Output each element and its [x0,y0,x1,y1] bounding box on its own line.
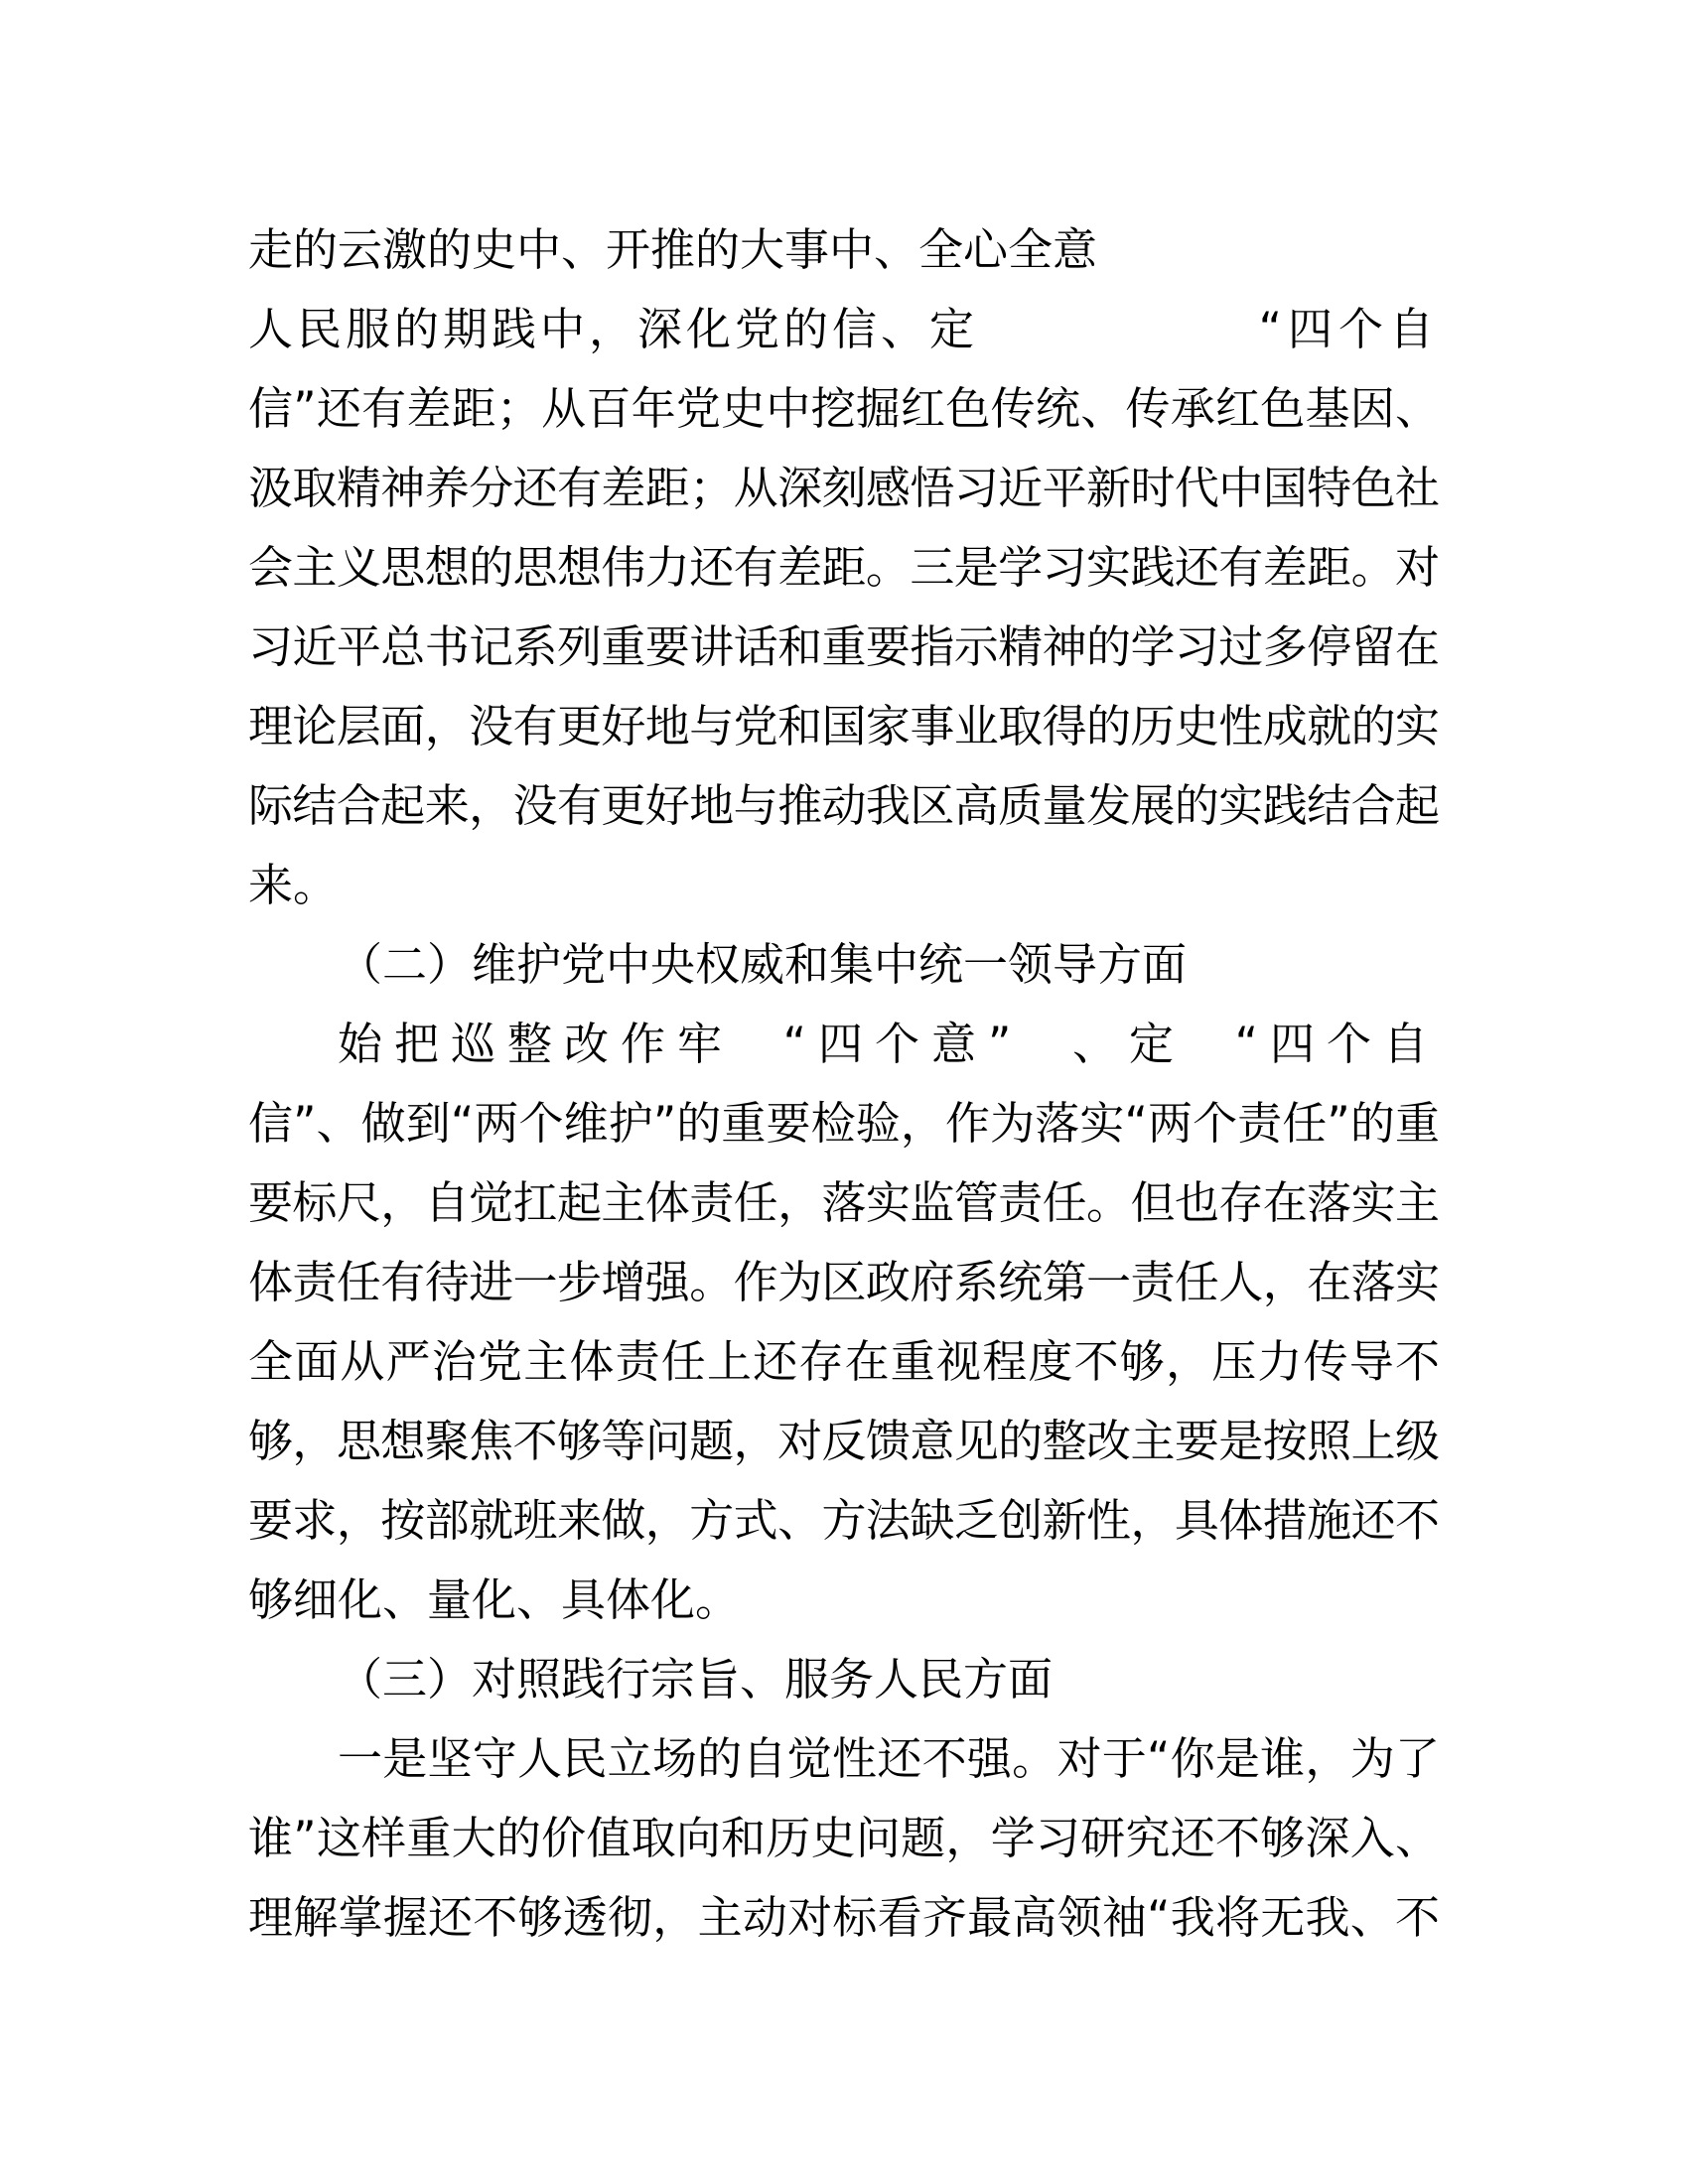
text-line: 走的云激的史中、开推的大事中、全心全意 [248,223,1098,276]
text-fragment: 汲取精神养分还有差距；从深刻感悟习近平新时代中国特色社 [248,462,1440,514]
text-fragment: 际结合起来，没有更好地与推动我区高质量发展的实践结合起 [248,779,1440,832]
text-fragment: 理论层面，没有更好地与党和国家事业取得的历史性成就的实 [248,700,1440,752]
text-fragment: 始把巡整改作牢 [338,1018,735,1070]
text-fragment: 要求，按部就班来做，方式、方法缺乏创新性，具体措施还不 [248,1494,1440,1547]
text-line [248,608,1440,687]
text-line [248,1163,1440,1243]
section-heading-2: （二）维护党中央权威和集中统一领导方面 [338,938,1188,991]
text-fragment: “四个意” [782,1018,1024,1070]
text-line [248,449,1440,528]
text-fragment: 理解掌握还不够透彻，主动对标看齐最高领袖“我将无我、不 [248,1891,1441,1944]
text-line [248,1719,1440,1799]
text-line [248,1402,1440,1481]
text-fragment: 人民服的期践中，深化党的信、定 [248,303,979,355]
text-line [248,1878,1440,1958]
section-heading-3: （三）对照践行宗旨、服务人民方面 [338,1653,1054,1706]
text-line [248,1005,1440,1084]
text-fragment: 谁”这样重大的价值取向和历史问题，学习研究还不够深入、 [248,1812,1441,1864]
text-line [248,1322,1440,1402]
text-fragment: 会主义思想的思想伟力还有差距。三是学习实践还有差距。对 [248,541,1440,594]
document-body [248,210,1440,1958]
text-line [248,1481,1440,1561]
text-fragment: 全面从严治党主体责任上还存在重视程度不够，压力传导不 [248,1335,1442,1388]
text-line [248,1243,1440,1322]
text-fragment: 要标尺，自觉扛起主体责任，落实监管责任。但也存在落实主 [248,1176,1440,1229]
text-fragment: 一是坚守人民立场的自觉性还不强。对于“你是谁，为了 [338,1732,1441,1785]
text-line [248,687,1440,766]
text-fragment: 、定 [1071,1018,1186,1070]
text-fragment: 体责任有待进一步增强。作为区政府系统第一责任人，在落实 [248,1256,1440,1308]
text-fragment: “四个自 [1234,1018,1440,1070]
text-line [248,1799,1440,1878]
text-line: 够细化、量化、具体化。 [248,1573,741,1626]
text-fragment: 习近平总书记系列重要讲话和重要指示精神的学习过多停留在 [248,620,1440,673]
text-fragment: 信”还有差距；从百年党史中挖掘红色传统、传承红色基因、 [248,382,1441,435]
text-line [248,369,1440,449]
text-fragment: 信”、做到“两个维护”的重要检验，作为落实“两个责任”的重 [248,1097,1441,1150]
text-line [248,290,1440,369]
text-line [248,766,1440,846]
text-fragment: 够，思想聚焦不够等问题，对反馈意见的整改主要是按照上级 [248,1415,1440,1467]
text-line: 来。 [248,859,339,911]
text-line [248,1084,1440,1163]
text-fragment: “四个自 [1258,303,1440,355]
text-line [248,528,1440,608]
